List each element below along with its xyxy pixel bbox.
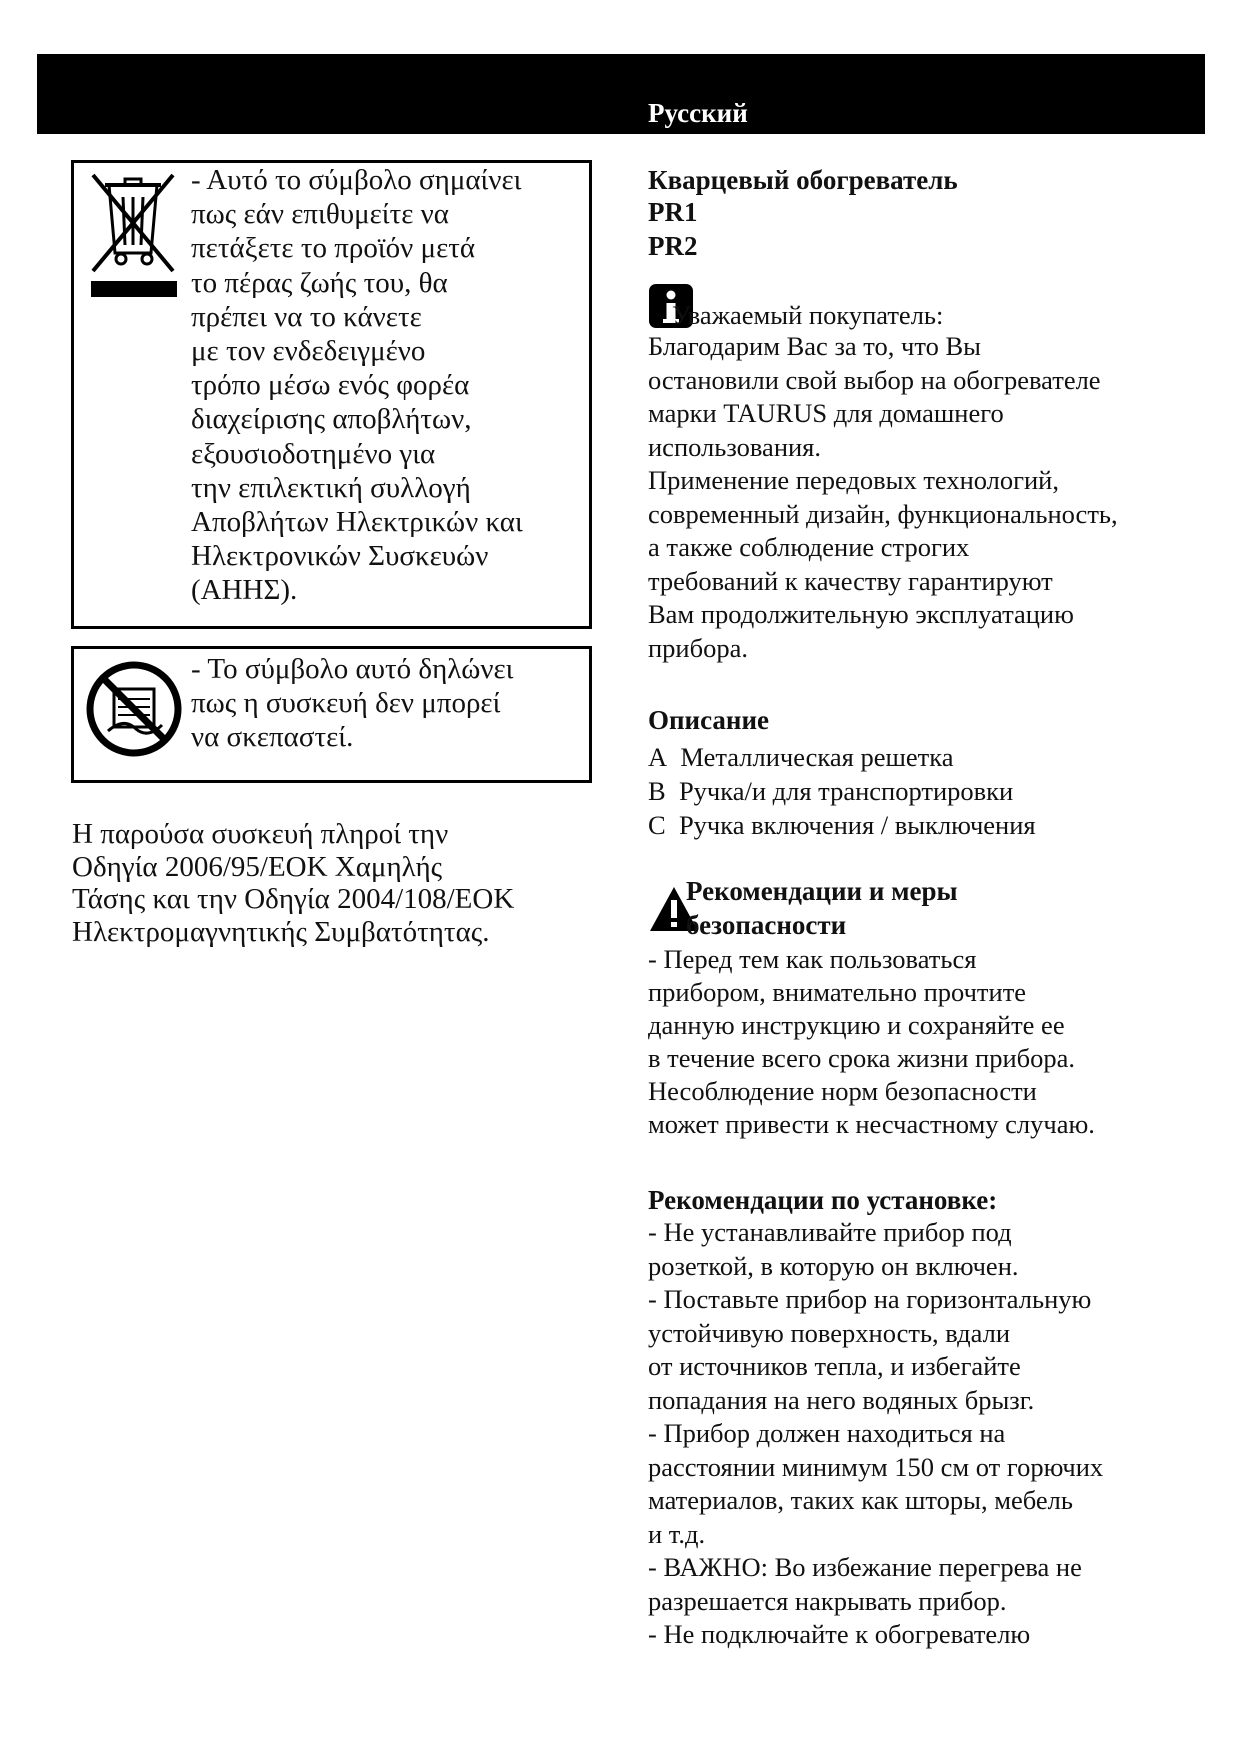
model-pr2: PR2 — [648, 231, 698, 261]
safety-body: - Перед тем как пользоваться прибором, внимательно прочтите данную инструкцию и сохраняйте ее в течение всего срока жизни прибора. Несоблюдение норм безопасности может привести к несчастному случаю. — [648, 944, 1095, 1139]
description-list — [648, 740, 1036, 842]
description-heading: Описание — [648, 705, 770, 735]
header-bar — [37, 54, 1205, 134]
weee-notice-box — [71, 160, 592, 629]
directive-compliance-text: Η παρούσα συσκευή πληροί την Οδηγία 2006/95/ΕΟΚ Χαμηλής Τάσης και την Οδηγία 2004/108/ΕΟΚ Ηλεκτρομαγνητικής Συμβατότητας. — [72, 818, 515, 948]
safety-heading-line2: безопасности — [686, 910, 847, 940]
safety-heading-line1: Рекомендации и меры — [686, 876, 958, 906]
list-item: B Ручка/и для транспортировки — [648, 776, 1014, 806]
list-item: A Металлическая решетка — [648, 742, 954, 772]
installation-body: - Не устанавливайте прибор под розеткой, в которую он включен. - Поставьте прибор на горизонтальную устойчивую поверхность, вдали от источников тепла, и избегайте попадания на него водяных брызг. - Прибор должен находиться на расстоянии минимум 150 см от горючих материалов, таких как шторы, мебель и т.д. - ВАЖНО: Во избежание перегрева не разрешается накрывать прибор. - Не подключайте к обогревателю — [648, 1217, 1104, 1649]
language-label: Русский — [648, 98, 748, 128]
installation-heading: Рекомендации по установке: — [648, 1185, 998, 1215]
greeting: Уважаемый покупатель: — [672, 300, 944, 330]
do-not-cover-box — [71, 646, 592, 783]
list-item: C Ручка включения / выключения — [648, 810, 1036, 840]
crossed-bin-icon — [87, 167, 179, 299]
model-pr1: PR1 — [648, 197, 698, 227]
do-not-cover-text: - Το σύμβολο αυτό δηλώνει πως η συσκευή δεν μπορεί να σκεπαστεί. — [191, 653, 514, 754]
do-not-cover-icon — [84, 659, 184, 759]
product-title: Кварцевый обогреватель — [648, 165, 958, 195]
intro-body: Благодарим Вас за то, что Вы остановили свой выбор на обогревателе марки TAURUS для домашнего использования. Применение передовых технологий, современный дизайн, функциональность, а также соблюдение строгих требований к качеству гарантируют Вам продолжительную эксплуатацию прибора. — [648, 331, 1118, 663]
weee-notice-text: - Αυτό το σύμβολο σημαίνει πως εάν επιθυμείτε να πετάξετε το προϊόν μετά το πέρας ζωής του, θα πρέπει να το κάνετε με τον ενδεδειγμένο τρόπο μέσω ενός φορέα διαχείρισης αποβλήτων, εξουσιοδοτημένο για την επιλεκτική συλλογή Αποβλήτων Ηλεκτρικών και Ηλεκτρονικών Συσκευών (ΑΗΗΣ). — [191, 164, 523, 607]
